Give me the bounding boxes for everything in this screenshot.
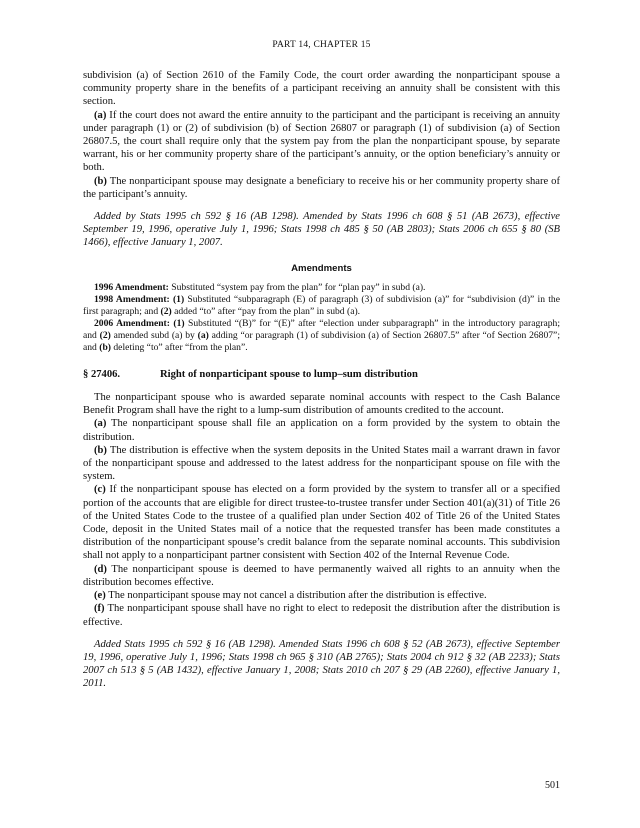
history-citation: Added Stats 1995 ch 592 § 16 (AB 1298). Amended Stats 1996 ch 608 § 52 (AB 2673), effective September 19, 1996, operative July 1, 1996; Stats 1998 ch 965 § 310 (AB 2765); Stats 2004 ch 912 § 32 (AB 2233); Stats 2007 ch 513 § 5 (AB 1432), effective January 1, 2008; Stats 2010 ch 207 § 29 (AB 2260), effective January 1, 2011. xyxy=(83,638,560,690)
subdivision-f xyxy=(83,602,560,628)
paragraph-text: subdivision (a) of Section 2610 of the Family Code, the court order awarding the nonparticipant spouse a community property share in the benefits of a participant receiving an annuity shall be consistent with this section. xyxy=(83,70,560,108)
amendment-note-1998 xyxy=(83,294,560,318)
amendment-text: amended subd (a) by xyxy=(110,329,195,341)
amendment-text: Substituted “system pay from the plan” for “plan pay” in subd (a). xyxy=(168,281,426,293)
item-label: (1) xyxy=(169,317,185,329)
amendment-label: 2006 Amendment: xyxy=(94,317,170,329)
subdivision-label: (c) xyxy=(94,484,106,496)
subdivision-text: The nonparticipant spouse is deemed to have permanently waived all rights to an annuity when the distribution becomes effective. xyxy=(83,563,560,588)
item-label: (2) xyxy=(158,305,172,317)
subdivision-a xyxy=(83,417,560,443)
amendment-label: 1996 Amendment: xyxy=(94,281,169,293)
subdivision-d xyxy=(83,563,560,589)
subdivision-text: If the nonparticipant spouse has elected on a form provided by the system to transfer all or a specified portion of the accounts that are eligible for direct trustee-to-trustee transfer under Section 401(a)(31) of Title 26 of the United States Code to the trustee of a qualified plan under Section 402 of Title 26 of the United States Code, deposit in the United States mail of a notice that the requested transfer has been made constitutes a distribution of the nonparticipant spouse’s credit balance from the separate nominal accounts. This subdivision shall not apply to a nonparticipant partner consistent with Section 402 of the Internal Revenue Code. xyxy=(83,484,560,562)
subdivision-text: The distribution is effective when the system deposits in the United States mail a warrant drawn in favor of the nonparticipant spouse and addressed to the latest address for the nonparticipant spouse on file with the system. xyxy=(83,444,560,483)
amendment-text: deleting “to” after “from the plan”. xyxy=(110,341,248,353)
section-title: Right of nonparticipant spouse to lump–sum distribution xyxy=(160,368,418,380)
amendments-heading: Amendments xyxy=(291,262,352,274)
subdivision-text: The nonparticipant spouse shall have no right to elect to redeposit the distribution after the distribution is effective. xyxy=(83,603,560,628)
subdivision-label: (b) xyxy=(94,444,107,456)
paragraph xyxy=(83,69,560,109)
subdivision-text: The nonparticipant spouse shall file an application on a form provided by the system to obtain the distribution. xyxy=(83,418,560,443)
subdivision-label: (b) xyxy=(94,175,107,187)
amendment-text: adding “or paragraph (1) of subdivision (a) of Section 26807.5” after “of Section 26807”; and xyxy=(83,329,560,353)
subdivision-label: (e) xyxy=(94,590,106,602)
amendment-note-2006 xyxy=(83,318,560,354)
amendment-text: added “to” after “pay from the plan” in subd (a). xyxy=(171,305,361,317)
item-label: (2) xyxy=(96,329,111,341)
subdivision-a xyxy=(83,109,560,175)
subdivision-label: (a) xyxy=(94,418,107,430)
body-text xyxy=(83,69,560,691)
running-head: PART 14, CHAPTER 15 xyxy=(272,40,371,50)
item-label: (a) xyxy=(194,329,209,341)
subdivision-text: The nonparticipant spouse may not cancel a distribution after the distribution is effective. xyxy=(105,590,487,602)
subdivision-b xyxy=(83,444,560,484)
subdivision-label: (f) xyxy=(94,603,105,615)
section-intro xyxy=(83,391,560,417)
item-label: (b) xyxy=(96,341,111,353)
amendment-text: Substituted “(B)” for “(E)” after “election under subparagraph” in the introductory paragraph; and xyxy=(83,317,560,341)
amendment-note-1996 xyxy=(83,282,560,294)
amendment-text: Substituted “subparagraph (E) of paragraph (3) of subdivision (a)” for “subdivision (d)” in the first paragraph; and xyxy=(83,293,560,317)
page-number: 501 xyxy=(545,780,560,791)
subdivision-e xyxy=(83,589,560,602)
section-number: § 27406. xyxy=(83,368,121,380)
subdivision-text: The nonparticipant spouse may designate a beneficiary to receive his or her community property share of the participant’s annuity. xyxy=(83,175,560,200)
subdivision-label: (a) xyxy=(94,109,107,121)
history-citation: Added by Stats 1995 ch 592 § 16 (AB 1298). Amended by Stats 1996 ch 608 § 51 (AB 2673), effective September 19, 1996, operative July 1, 1996; Stats 1998 ch 485 § 50 (AB 2803); Stats 2006 ch 655 § 80 (SB 1466), effective January 1, 2007. xyxy=(83,211,560,249)
section-heading xyxy=(83,368,560,381)
subdivision-label: (d) xyxy=(94,563,107,575)
subdivision-b xyxy=(83,175,560,201)
amendment-label: 1998 Amendment: xyxy=(94,293,170,305)
item-label: (1) xyxy=(169,293,185,305)
paragraph-text: The nonparticipant spouse who is awarded separate nominal accounts with respect to the Cash Balance Benefit Program shall have the right to a lump-sum distribution of amounts credited to the account. xyxy=(83,392,560,417)
subdivision-text: If the court does not award the entire annuity to the participant and the participant is receiving an annuity under paragraph (1) or (2) of subdivision (b) of Section 26807 or paragraph (1) of subdivision (a) of Section 26807.5, the court shall require only that the system pay from the plan the nonparticipant spouse, by separate warrant, his or her community property share of the participant’s annuity, or the option beneficiary’s annuity or both. xyxy=(83,109,560,174)
subdivision-c xyxy=(83,483,560,562)
